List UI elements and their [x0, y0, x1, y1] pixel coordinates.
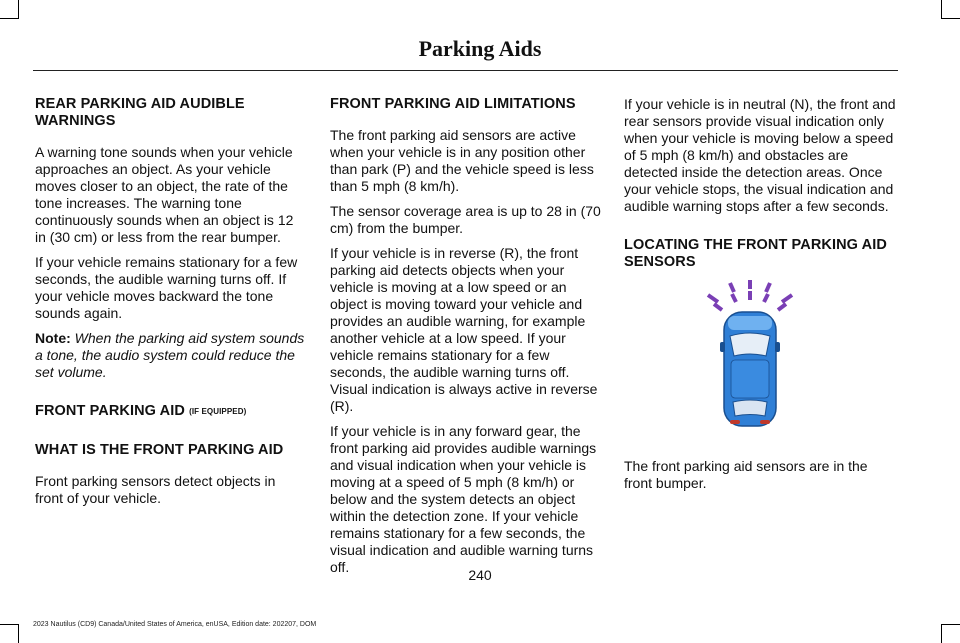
crop-mark-top-right-v	[941, 0, 942, 19]
crop-mark-bottom-left-v	[18, 624, 19, 643]
heading-front-parking-aid	[35, 403, 305, 420]
front-sensor-illustration	[700, 272, 800, 432]
crop-mark-top-left-h	[0, 18, 19, 19]
sensor-wave	[714, 304, 722, 310]
header-divider	[33, 70, 898, 71]
sensor-wave	[778, 304, 786, 310]
crop-mark-bottom-right-v	[941, 624, 942, 643]
sensor-wave	[766, 283, 770, 292]
paragraph: The front parking aid sensors are active when your vehicle is in any position other than park (P) and the vehicle speed is less than 5 mph (8 km/h).	[330, 127, 594, 194]
heading-front-parking-aid-limitations: FRONT PARKING AID LIMITATIONS	[330, 96, 576, 112]
paragraph: If your vehicle is in neutral (N), the front and rear sensors provide visual indication only when your vehicle is moving below a speed of 5 mph (8 km/h) and obstacles are detected inside the detection areas. Once your vehicle stops, the visual indication and audible warning stops after a few seconds.	[624, 96, 896, 214]
paragraph: The sensor coverage area is up to 28 in (70 cm) from the bumper.	[330, 203, 601, 236]
crop-mark-bottom-right-h	[941, 624, 960, 625]
column-right	[624, 96, 896, 285]
column-middle	[330, 96, 602, 584]
heading-what-is-front-parking-aid: WHAT IS THE FRONT PARKING AID	[35, 442, 284, 458]
car-body	[720, 312, 780, 426]
figure-caption: The front parking aid sensors are in the front bumper.	[624, 458, 868, 491]
page-title: Parking Aids	[418, 36, 542, 61]
sensor-waves	[708, 280, 792, 310]
crop-mark-top-right-h	[941, 18, 960, 19]
column-left	[35, 96, 305, 515]
crop-mark-bottom-left-h	[0, 624, 19, 625]
sensor-wave	[732, 294, 736, 302]
heading-locating-sensors: LOCATING THE FRONT PARKING AID SENSORS	[624, 237, 887, 270]
heading-rear-audible-warnings: REAR PARKING AID AUDIBLE WARNINGS	[35, 96, 245, 129]
heading-text: FRONT PARKING AID	[35, 403, 185, 419]
paragraph: Front parking sensors detect objects in front of your vehicle.	[35, 473, 276, 506]
paragraph: If your vehicle remains stationary for a few seconds, the audible warning turns off. If your vehicle moves backward the tone sounds again.	[35, 254, 298, 321]
car-top-view-icon	[700, 272, 800, 432]
edition-footer: 2023 Nautilus (CD9) Canada/United States of America, enUSA, Edition date: 202207, DOM	[33, 621, 317, 628]
page-number: 240	[468, 567, 492, 583]
note-text: When the parking aid system sounds a tone, the audio system could reduce the set volume.	[35, 330, 305, 380]
heading-suffix: (IF EQUIPPED)	[189, 407, 247, 416]
crop-mark-top-left-v	[18, 0, 19, 19]
sensor-wave	[782, 295, 792, 302]
paragraph: If your vehicle is in reverse (R), the front parking aid detects objects when your vehicle is moving at a low speed or an object is moving toward your vehicle and provides an audible warning, for example another vehicle at a low speed. If your vehicle remains stationary for a few seconds, the audible warning turns off. Visual indication is always active in reverse (R).	[330, 245, 598, 414]
sensor-wave	[764, 294, 768, 302]
note-label: Note:	[35, 330, 71, 346]
note	[35, 330, 305, 381]
sensor-wave	[708, 295, 718, 302]
paragraph: A warning tone sounds when your vehicle approaches an object. As your vehicle moves closer to an object, the rate of the tone increases. The warning tone continuously sounds when an object is 12 in (30 cm) or less from the rear bumper.	[35, 144, 294, 245]
sensor-wave	[730, 283, 734, 292]
paragraph: If your vehicle is in any forward gear, the front parking aid provides audible warnings and visual indication when your vehicle is moving at a speed of 5 mph (8 km/h) or below and the system detects an object within the detection zone. If your vehicle remains stationary for a few seconds, the visual indication and audible warning turns off.	[330, 423, 597, 575]
